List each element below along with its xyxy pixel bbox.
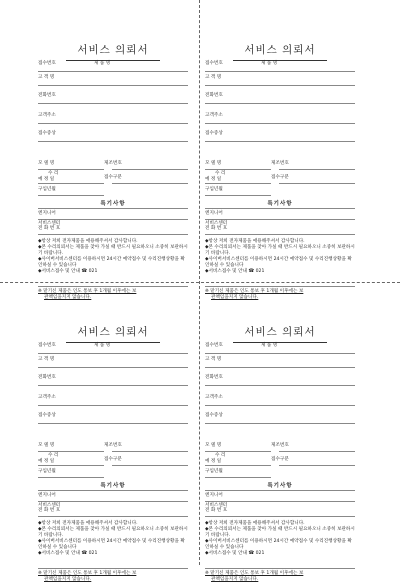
scheduled-date-label: 예 정 일 (38, 459, 55, 464)
address-label: 고객주소 (38, 113, 56, 118)
notice-item: ◆항상 저희 전자제품을 애용해주셔서 감사합니다. (38, 521, 138, 526)
customer-name-row (205, 354, 355, 368)
scheduled-date-label: 예 정 일 (205, 459, 222, 464)
product-name-label: 제 품 명 (261, 61, 278, 66)
service-center-label: 서비스센터 (38, 221, 61, 226)
service-center-phone-label: 전 화 번 호 (38, 508, 61, 513)
special-notes-heading: 특기사항 (267, 483, 293, 489)
storage-notice (205, 571, 355, 583)
customer-name-row (38, 354, 188, 368)
phone-row (38, 372, 188, 386)
phone-label: 전화번호 (38, 93, 56, 98)
model-name-label: 모 델 명 (205, 443, 222, 448)
service-center-phone-label: 전 화 번 호 (205, 508, 228, 513)
symptom-label: 접수증상 (38, 131, 56, 136)
scheduled-date-label: 예 정 일 (205, 177, 222, 182)
repair-date-row (205, 170, 355, 184)
symptom-row (38, 128, 188, 142)
receipt-number-label: 접수번호 (205, 61, 223, 66)
crop-mark (370, 270, 378, 278)
product-name-label: 제 품 명 (94, 343, 111, 348)
notes-bottom-line (205, 568, 355, 569)
phone-row (205, 372, 355, 386)
model-name-label: 모 델 명 (38, 161, 55, 166)
notice-item: ◆항상 저희 전자제품을 애용해주셔서 감사합니다. (205, 239, 305, 244)
receipt-type-label: 접수구분 (104, 457, 122, 462)
symptom-label: 접수증상 (38, 413, 56, 418)
address-label: 고객주소 (205, 113, 223, 118)
form-title: 서비스 의뢰서 (77, 326, 149, 338)
crop-mark (370, 552, 378, 560)
engineer-label: 엔지니어 (205, 211, 223, 216)
storage-notice-line-2: 관책임을지지 않습니다. (44, 577, 92, 582)
notice-item: ◆본 수리의뢰서는 제품을 찾아 가실 때 반드시 필요하오니 소중히 보관하시기 바랍니다. (205, 245, 355, 256)
customer-name-row (38, 72, 188, 86)
receipt-type-label: 접수구분 (271, 175, 289, 180)
row-line (205, 367, 355, 368)
repair-date-row (38, 452, 188, 466)
row-line (205, 477, 271, 478)
crop-mark (24, 304, 32, 312)
notes-bottom-line (205, 286, 355, 287)
row-line (205, 423, 355, 424)
notes-bottom-line (38, 568, 188, 569)
phone-row (205, 90, 355, 104)
customer-notes (38, 239, 188, 275)
purchase-date-label: 구입년월 (38, 187, 56, 192)
crop-mark (168, 22, 176, 30)
form-title: 서비스 의뢰서 (244, 44, 316, 56)
purchase-date-row (38, 466, 188, 478)
service-center-line (38, 516, 188, 517)
receipt-type-label: 접수구분 (104, 175, 122, 180)
engineer-line (205, 501, 355, 502)
notice-item: ◆사이버서비스센터를 이용하시면 24시간 예약접수 및 수리진행상황을 확인하실 수 있습니다 (38, 257, 185, 268)
special-notes-rule (38, 208, 188, 209)
row-line (38, 423, 188, 424)
crop-mark (24, 270, 32, 278)
notice-item: ◆서비스접수 및 안내 ☎ 021 (38, 551, 98, 556)
engineer-label: 엔지니어 (38, 211, 56, 216)
special-notes-heading: 특기사항 (100, 201, 126, 207)
repair-label: 수 리 (215, 171, 226, 176)
receipt-number-label: 접수번호 (205, 343, 223, 348)
symptom-row (205, 128, 355, 142)
notice-item: ◆본 수리의뢰서는 제품을 찾아 가실 때 반드시 필요하오니 소중히 보관하시기 바랍니다. (205, 527, 355, 538)
phone-label: 전화번호 (205, 375, 223, 380)
row-line (205, 123, 355, 124)
storage-notice-line-1: ※ 맡기신 제품은 인도 통보 후 1개월 이후에는 보 (205, 289, 304, 294)
service-request-form (38, 36, 188, 300)
serial-number-label: 제조번호 (271, 161, 289, 166)
repair-label: 수 리 (215, 453, 226, 458)
model-name-label: 모 델 명 (205, 161, 222, 166)
notice-item: ◆서비스접수 및 안내 ☎ 021 (205, 551, 265, 556)
model-row (205, 158, 355, 170)
crop-mark (168, 270, 176, 278)
crop-mark (24, 22, 32, 30)
customer-name-label: 고 객 명 (38, 75, 55, 80)
address-label: 고객주소 (205, 395, 223, 400)
phone-row (38, 90, 188, 104)
scheduled-date-label: 예 정 일 (38, 177, 55, 182)
purchase-date-row (205, 184, 355, 196)
row-line (205, 385, 355, 386)
row-line (38, 405, 188, 406)
engineer-label: 엔지니어 (38, 493, 56, 498)
purchase-date-label: 구입년월 (38, 469, 56, 474)
storage-notice (205, 289, 355, 301)
service-center-line (205, 516, 355, 517)
service-request-form (205, 36, 355, 300)
address-row (205, 110, 355, 124)
notice-item: ◆항상 저희 전자제품을 애용해주셔서 감사합니다. (38, 239, 138, 244)
phone-label: 전화번호 (205, 93, 223, 98)
service-center-label: 서비스센터 (205, 503, 228, 508)
row-line (38, 103, 188, 104)
symptom-row (205, 410, 355, 424)
row-line (38, 385, 188, 386)
storage-notice-line-1: ※ 맡기신 제품은 인도 통보 후 1개월 이후에는 보 (38, 571, 137, 576)
notice-item: ◆사이버서비스센터를 이용하시면 24시간 예약접수 및 수리진행상황을 확인하실 수 있습니다 (205, 539, 352, 550)
special-notes-rule (38, 490, 188, 491)
special-notes-heading: 특기사항 (267, 201, 293, 207)
purchase-date-row (205, 466, 355, 478)
repair-label: 수 리 (48, 171, 59, 176)
symptom-label: 접수증상 (205, 413, 223, 418)
row-line (205, 405, 355, 406)
model-name-label: 모 델 명 (38, 443, 55, 448)
service-center-phone-label: 전 화 번 호 (205, 226, 228, 231)
address-row (205, 392, 355, 406)
row-line (38, 123, 188, 124)
symptom-label: 접수증상 (205, 131, 223, 136)
engineer-label: 엔지니어 (205, 493, 223, 498)
model-row (205, 440, 355, 452)
receipt-row (205, 58, 355, 72)
notice-item: ◆본 수리의뢰서는 제품을 찾아 가실 때 반드시 필요하오니 소중히 보관하시기 바랍니다. (38, 527, 188, 538)
customer-name-label: 고 객 명 (205, 75, 222, 80)
service-center-line (205, 234, 355, 235)
service-center-line (38, 234, 188, 235)
service-request-form (205, 318, 355, 582)
crop-mark (168, 304, 176, 312)
crop-mark (24, 552, 32, 560)
customer-notes (205, 239, 355, 275)
customer-name-label: 고 객 명 (38, 357, 55, 362)
receipt-row (38, 58, 188, 72)
repair-date-row (205, 452, 355, 466)
notes-bottom-line (38, 286, 188, 287)
crop-mark (168, 552, 176, 560)
repair-label: 수 리 (48, 453, 59, 458)
crop-mark (190, 552, 198, 560)
address-row (38, 392, 188, 406)
crop-mark (370, 22, 378, 30)
form-title: 서비스 의뢰서 (244, 326, 316, 338)
row-line (38, 141, 188, 142)
notice-item: ◆서비스접수 및 안내 ☎ 021 (38, 269, 98, 274)
customer-notes (205, 521, 355, 557)
storage-notice-line-2: 관책임을지지 않습니다. (211, 577, 259, 582)
row-line (38, 367, 188, 368)
crop-mark (370, 304, 378, 312)
model-row (38, 440, 188, 452)
service-request-form (38, 318, 188, 582)
serial-number-label: 제조번호 (104, 443, 122, 448)
engineer-line (38, 219, 188, 220)
customer-name-row (205, 72, 355, 86)
notice-item: ◆항상 저희 전자제품을 애용해주셔서 감사합니다. (205, 521, 305, 526)
row-line (205, 195, 271, 196)
service-center-label: 서비스센터 (38, 503, 61, 508)
form-title: 서비스 의뢰서 (77, 44, 149, 56)
product-name-label: 제 품 명 (261, 343, 278, 348)
engineer-line (205, 219, 355, 220)
purchase-date-label: 구입년월 (205, 187, 223, 192)
crop-mark (190, 270, 198, 278)
purchase-date-row (38, 184, 188, 196)
symptom-row (38, 410, 188, 424)
storage-notice-line-1: ※ 맡기신 제품은 인도 통보 후 1개월 이후에는 보 (205, 571, 304, 576)
special-notes-rule (205, 208, 355, 209)
special-notes-heading: 특기사항 (100, 483, 126, 489)
notice-item: ◆서비스접수 및 안내 ☎ 021 (205, 269, 265, 274)
address-label: 고객주소 (38, 395, 56, 400)
receipt-number-label: 접수번호 (38, 343, 56, 348)
receipt-row (205, 340, 355, 354)
row-line (205, 103, 355, 104)
product-name-label: 제 품 명 (94, 61, 111, 66)
notice-item: ◆사이버서비스센터를 이용하시면 24시간 예약접수 및 수리진행상황을 확인하실 수 있습니다 (205, 257, 352, 268)
address-row (38, 110, 188, 124)
storage-notice-line-2: 관책임을지지 않습니다. (44, 295, 92, 300)
customer-name-label: 고 객 명 (205, 357, 222, 362)
receipt-row (38, 340, 188, 354)
row-line (38, 195, 104, 196)
crop-mark (190, 22, 198, 30)
row-line (205, 141, 355, 142)
special-notes-rule (205, 490, 355, 491)
horizontal-cut-line (0, 282, 400, 283)
notice-item: ◆본 수리의뢰서는 제품을 찾아 가실 때 반드시 필요하오니 소중히 보관하시기 바랍니다. (38, 245, 188, 256)
serial-number-label: 제조번호 (271, 443, 289, 448)
phone-label: 전화번호 (38, 375, 56, 380)
storage-notice-line-1: ※ 맡기신 제품은 인도 통보 후 1개월 이후에는 보 (38, 289, 137, 294)
storage-notice (38, 289, 188, 301)
receipt-number-label: 접수번호 (38, 61, 56, 66)
receipt-type-label: 접수구분 (271, 457, 289, 462)
storage-notice (38, 571, 188, 583)
row-line (38, 85, 188, 86)
notice-item: ◆사이버서비스센터를 이용하시면 24시간 예약접수 및 수리진행상황을 확인하실 수 있습니다 (38, 539, 185, 550)
service-center-label: 서비스센터 (205, 221, 228, 226)
service-center-phone-label: 전 화 번 호 (38, 226, 61, 231)
crop-mark (190, 304, 198, 312)
purchase-date-label: 구입년월 (205, 469, 223, 474)
serial-number-label: 제조번호 (104, 161, 122, 166)
storage-notice-line-2: 관책임을지지 않습니다. (211, 295, 259, 300)
engineer-line (38, 501, 188, 502)
customer-notes (38, 521, 188, 557)
repair-date-row (38, 170, 188, 184)
row-line (205, 85, 355, 86)
row-line (38, 477, 104, 478)
model-row (38, 158, 188, 170)
